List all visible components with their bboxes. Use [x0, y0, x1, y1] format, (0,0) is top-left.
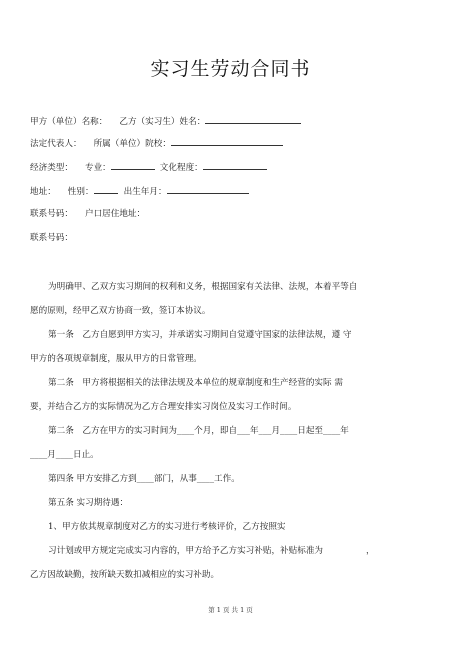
article-5: 第五条 实习期待遇： — [48, 498, 129, 508]
phone-label-1: 联系号码： — [30, 209, 73, 219]
field-row-phone-2 — [30, 232, 73, 244]
article-3-line-1: 第二条 乙方在甲方的实习时间为____个月，即自___年___月____日起至____年 — [48, 426, 349, 436]
gender-blank — [94, 184, 118, 194]
intro-line-1: 为明确甲、乙双方实习期间的权利和义务，根据国家有关法律、法规，本着平等自 — [48, 282, 358, 292]
phone-label-2: 联系号码： — [30, 233, 73, 243]
article-2-line-2: 要，并结合乙方的实际情况为乙方合理安排实习岗位及实习工作时间。 — [30, 402, 297, 412]
school-blank — [171, 136, 283, 146]
article-5-item-1-line-3: 乙方因故缺勤，按所缺天数扣减相应的实习补助。 — [30, 570, 220, 580]
article-4: 第四条 甲方安排乙方到____部门，从事____工作。 — [48, 474, 240, 484]
field-row-names — [30, 114, 301, 128]
party-b-name-blank — [205, 114, 301, 124]
gender-label: 性别： — [67, 187, 94, 197]
econ-type-label: 经济类型： — [30, 163, 73, 173]
field-row-legal-rep — [30, 136, 283, 150]
article-1-line-1: 第一条 乙方自愿到甲方实习，并承诺实习期间自觉遵守国家的法律法规，遵 守 — [48, 330, 352, 340]
field-row-phone-1 — [30, 208, 145, 220]
article-3-line-2: ____月____日止。 — [30, 450, 99, 460]
field-row-address — [30, 184, 249, 198]
article-2-line-1: 第二条 甲方将根据相关的法律法规及本单位的规章制度和生产经营的实际 需 — [48, 378, 343, 388]
hukou-label: 户口居住地址： — [84, 209, 146, 219]
article-5-item-1-line-2: 习计划或甲方规定完成实习内容的，甲方给予乙方实习补贴，补贴标准为 ， — [48, 546, 375, 556]
birth-label: 出生年月： — [123, 187, 167, 197]
edu-blank — [203, 160, 267, 170]
intro-line-2: 愿的原则，经甲乙双方协商一致，签订本协议。 — [30, 306, 211, 316]
major-blank — [111, 160, 155, 170]
article-5-item-1-line-1: 1、甲方依其规章制度对乙方的实习进行考核评价，乙方按照实 — [48, 522, 286, 532]
address-label: 地址： — [30, 187, 56, 197]
school-label: 所属（单位）院校： — [93, 139, 171, 149]
edu-label: 文化程度： — [159, 163, 203, 173]
party-a-name-label: 甲方（单位）名称： — [30, 117, 108, 127]
birth-blank — [167, 184, 249, 194]
legal-rep-label: 法定代表人： — [30, 139, 82, 149]
page-footer: 第 1 页 共 1 页 — [208, 606, 253, 614]
major-label: 专业： — [84, 163, 111, 173]
field-row-econ-type — [30, 160, 267, 174]
document-title: 实习生劳动合同书 — [150, 58, 311, 80]
party-b-name-label: 乙方（实习生）姓名： — [119, 117, 206, 127]
article-1-line-2: 甲方的各项规章制度，服从甲方的日常管理。 — [30, 354, 202, 364]
